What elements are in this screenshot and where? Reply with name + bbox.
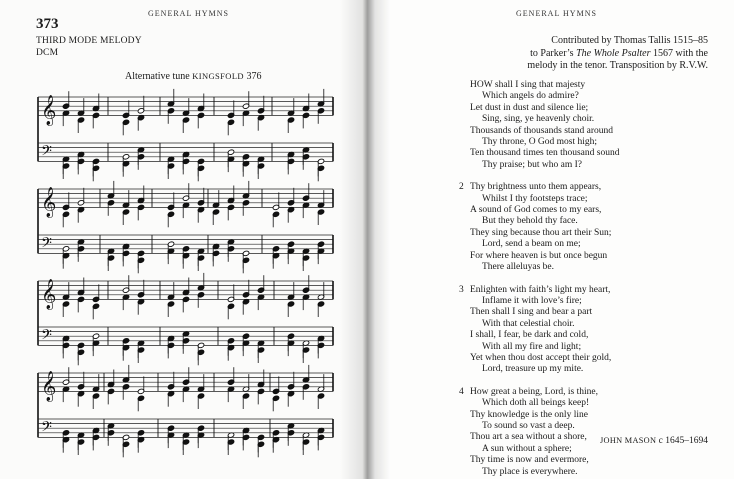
verse-line: I shall, I fear, be dark and cold, (470, 330, 589, 341)
bass-clef: 𝄢 (41, 142, 52, 163)
treble-clef: 𝄞 (41, 279, 57, 310)
hymn-number: 373 (36, 16, 59, 32)
verse-line: With that celestial choir. (482, 318, 575, 329)
bass-clef: 𝄢 (41, 418, 52, 439)
verse-line: Let dust in dust and silence lie; (470, 102, 589, 113)
meter: DCM (36, 48, 59, 58)
alt-tune-number: 376 (243, 71, 262, 82)
verse-line: Thousands of thousands stand around (470, 125, 614, 136)
stanza-number: 2 (459, 182, 464, 193)
verse-line: Thy knowledge is the only line (470, 409, 588, 420)
running-head-left: GENERAL HYMNS (148, 9, 229, 18)
verse-line: Sing, sing, ye heavenly choir. (482, 114, 595, 125)
verse-line: Thy brightness unto them appears, (470, 182, 602, 193)
contributor-line: melody in the tenor. Transposition by R.V.W. (527, 60, 708, 71)
verse-line: For where heaven is but once begun (470, 250, 608, 261)
verse-line: But they behold thy face. (482, 216, 578, 227)
bass-clef: 𝄢 (41, 326, 52, 347)
verse-line: Thy throne, O God most high; (482, 137, 598, 148)
contributor-text: to Parker’s (530, 47, 577, 59)
verse-line: Thou art a sea without a shore, (470, 432, 587, 443)
verse-line: There alleluyas be. (482, 262, 555, 273)
stanza-number: 3 (459, 284, 464, 295)
psalter-title: The Whole Psalter (576, 47, 651, 59)
verse-line: Enlighten with faith’s light my heart, (470, 284, 611, 295)
verse-line: Inflame it with love’s fire; (482, 295, 582, 306)
contributor-line: Contributed by Thomas Tallis 1515–85 (551, 35, 708, 46)
verse-line: To sound so vast a deep. (482, 420, 575, 431)
verse-line: Which doth all beings keep! (482, 398, 590, 409)
verse-line: Thy praise; but who am I? (482, 159, 582, 170)
verse-line: Yet when thou dost accept their gold, (470, 352, 612, 363)
score-systems (38, 89, 333, 457)
author-name: JOHN MASON (600, 436, 657, 445)
hymn-verses (459, 80, 620, 489)
verse-line: With all my fire and light; (482, 341, 582, 352)
verse-line: Thy place is everywhere. (482, 466, 578, 477)
verse-line: Whilst I thy footsteps trace; (482, 193, 588, 204)
verse-line: They sing because thou art their Sun; (470, 227, 612, 238)
treble-clef: 𝄞 (41, 371, 57, 402)
author-dates: c 1645–1694 (656, 436, 708, 446)
verse-line: Thy time is now and evermore, (470, 455, 589, 466)
verse-line: HOW shall I sing that majesty (470, 80, 586, 90)
stanza (459, 284, 619, 376)
tune-name: THIRD MODE MELODY (36, 36, 142, 46)
author-credit (600, 436, 708, 446)
running-head-right: GENERAL HYMNS (516, 9, 597, 18)
treble-clef: 𝄞 (41, 95, 57, 126)
verse-line: A sound of God comes to my ears, (470, 205, 602, 216)
book-gutter-shadow (340, 0, 390, 479)
bass-clef: 𝄢 (41, 234, 52, 255)
contributor-text: 1567 with the (650, 47, 708, 59)
stanza (459, 182, 619, 273)
stanza (459, 386, 619, 478)
verse-line: Then shall I sing and bear a part (470, 307, 593, 318)
verse-line: How great a being, Lord, is thine, (470, 386, 598, 397)
alt-tune-label: Alternative tune (125, 71, 193, 82)
verse-line: Ten thousand times ten thousand sound (470, 148, 620, 159)
stanza-number: 4 (459, 386, 464, 397)
alt-tune-name: KINGSFOLD (192, 71, 244, 81)
verse-line: Which angels do admire? (482, 91, 579, 102)
stanza (470, 80, 619, 171)
verse-line: Lord, treasure up my mite. (482, 364, 584, 375)
treble-clef: 𝄞 (41, 187, 57, 218)
verse-line: A sun without a sphere; (482, 443, 572, 454)
verse-line: Lord, send a beam on me; (482, 239, 581, 250)
